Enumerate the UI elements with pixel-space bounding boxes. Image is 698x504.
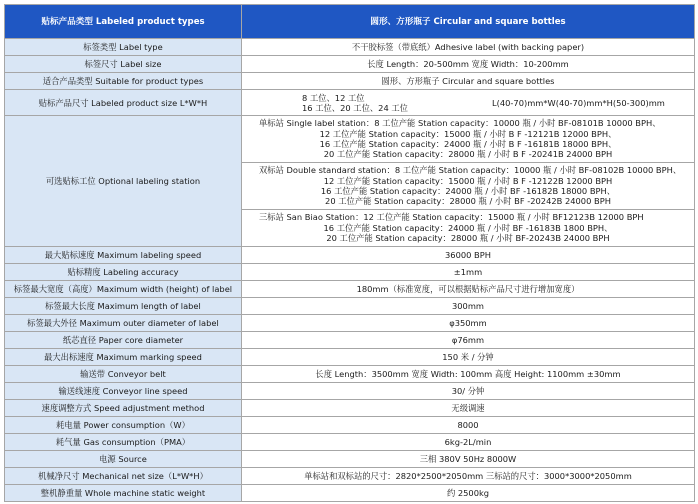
row-label: 贴标产品尺寸 Labeled product size L*W*H <box>5 90 242 116</box>
row-label: 标签最大长度 Maximum length of label <box>5 298 242 315</box>
table-row <box>5 434 695 451</box>
row-value: 圆形、方形瓶子 Circular and square bottles <box>242 73 695 90</box>
row-label: 输送带 Conveyor belt <box>5 366 242 383</box>
table-row <box>5 298 695 315</box>
table-row <box>5 400 695 417</box>
optional-station-row <box>5 116 695 163</box>
row-value: 300mm <box>242 298 695 315</box>
row-value: 约 2500kg <box>242 485 695 502</box>
row-label: 适合产品类型 Suitable for product types <box>5 73 242 90</box>
row-label: 输送线速度 Conveyor line speed <box>5 383 242 400</box>
row-label: 最大贴标速度 Maximum labeling speed <box>5 247 242 264</box>
row-label: 整机静重量 Whole machine static weight <box>5 485 242 502</box>
table-row <box>5 247 695 264</box>
row-value: 长度 Length：3500mm 宽度 Width: 100mm 高度 Height: 1100mm ±30mm <box>242 366 695 383</box>
station-line: 16 工位产能 Station capacity：24000 瓶 / 小时 BF -16183B 1800 BPH、 <box>323 222 613 233</box>
station-line: 20 工位产能 Station capacity：28000 瓶 / 小时 BF-20243B 24000 BPH <box>326 233 610 244</box>
station-line: 双标站 Double standard station：8 工位产能 Station capacity：10000 瓶 / 小时 BF-08102B 10000 BPH、 <box>259 165 682 176</box>
table-row <box>5 264 695 281</box>
station-options-line: 16 工位、20 工位、24 工位 <box>302 102 408 113</box>
station-line: 16 工位产能 Station capacity：24000 瓶 / 小时 B F -16181B 18000 BPH、 <box>319 139 617 149</box>
table-row <box>5 468 695 485</box>
row-value: 不干胶标签（带底纸）Adhesive label (with backing paper) <box>242 39 695 56</box>
row-value: 无级调速 <box>242 400 695 417</box>
row-label: 贴标精度 Labeling accuracy <box>5 264 242 281</box>
row-label: 机械净尺寸 Mechanical net size（L*W*H） <box>5 468 242 485</box>
row-label: 标签类型 Label type <box>5 39 242 56</box>
table-row <box>5 315 695 332</box>
table-row <box>5 349 695 366</box>
table-row <box>5 332 695 349</box>
station-line: 16 工位产能 Station capacity：24000 瓶 / 小时 BF -16182B 18000 BPH、 <box>320 186 616 196</box>
header-row <box>5 5 695 39</box>
row-value: 8000 <box>242 417 695 434</box>
row-value: ±1mm <box>242 264 695 281</box>
table-row <box>5 417 695 434</box>
table-row <box>5 383 695 400</box>
station-options <box>242 90 442 115</box>
station-line: 12 工位产能 Station capacity：15000 瓶 / 小时 B F -12122B 12000 BPH <box>323 175 613 186</box>
row-label: 耗气量 Gas consumption（PMA） <box>5 434 242 451</box>
spec-table <box>4 4 695 502</box>
row-label: 标签尺寸 Label size <box>5 56 242 73</box>
station-options-line: 8 工位、12 工位 <box>302 92 365 103</box>
row-label: 耗电量 Power consumption（W） <box>5 417 242 434</box>
row-value: 36000 BPH <box>242 247 695 264</box>
triple-station-cell <box>242 210 695 247</box>
row-value: φ76mm <box>242 332 695 349</box>
spec-sheet <box>4 4 694 502</box>
row-label: 可选贴标工位 Optional labeling station <box>5 116 242 247</box>
row-value: 单标站和双标站的尺寸：2820*2500*2050mm 三标站的尺寸：3000*3000*2050mm <box>242 468 695 485</box>
double-station-cell <box>242 163 695 210</box>
table-row <box>5 451 695 468</box>
row-label: 标签最大宽度（高度）Maximum width (height) of label <box>5 281 242 298</box>
row-value: 30/ 分钟 <box>242 383 695 400</box>
table-row <box>5 73 695 90</box>
row-value: 150 米 / 分钟 <box>242 349 695 366</box>
labeled-size-row <box>5 90 695 116</box>
header-value: 圆形、方形瓶子 Circular and square bottles <box>242 5 695 39</box>
station-line: 20 工位产能 Station capacity：28000 瓶 / 小时 BF -20242B 24000 BPH <box>325 196 611 207</box>
labeled-size-value <box>242 90 695 116</box>
station-line: 三标站 San Biao Station：12 工位产能 Station capacity：15000 瓶 / 小时 BF12123B 12000 BPH <box>259 212 644 223</box>
station-line: 单标站 Single label station：8 工位产能 Station capacity：10000 瓶 / 小时 BF-08101B 10000 BPH、 <box>259 118 661 129</box>
row-label: 电源 Source <box>5 451 242 468</box>
station-line: 12 工位产能 Station capacity：15000 瓶 / 小时 B F -12121B 12000 BPH、 <box>319 128 617 139</box>
row-value: φ350mm <box>242 315 695 332</box>
row-label: 纸芯直径 Paper core diameter <box>5 332 242 349</box>
row-value: 6kg-2L/min <box>242 434 695 451</box>
row-label: 标签最大外径 Maximum outer diameter of label <box>5 315 242 332</box>
table-row <box>5 281 695 298</box>
station-line: 20 工位产能 Station capacity：28000 瓶 / 小时 B F -20241B 24000 BPH <box>323 149 613 160</box>
table-row <box>5 366 695 383</box>
row-value: 三相 380V 50Hz 8000W <box>242 451 695 468</box>
row-value: 长度 Length：20-500mm 宽度 Width：10-200mm <box>242 56 695 73</box>
row-value: 180mm（标准宽度，可以根据贴标产品尺寸进行增加宽度） <box>242 281 695 298</box>
product-dimensions: L(40-70)mm*W(40-70)mm*H(50-300)mm <box>492 97 665 108</box>
table-row <box>5 39 695 56</box>
single-station-cell <box>242 116 695 163</box>
row-label: 速度调整方式 Speed adjustment method <box>5 400 242 417</box>
table-row <box>5 56 695 73</box>
header-label: 贴标产品类型 Labeled product types <box>5 5 242 39</box>
table-row <box>5 485 695 502</box>
row-label: 最大出标速度 Maximum marking speed <box>5 349 242 366</box>
